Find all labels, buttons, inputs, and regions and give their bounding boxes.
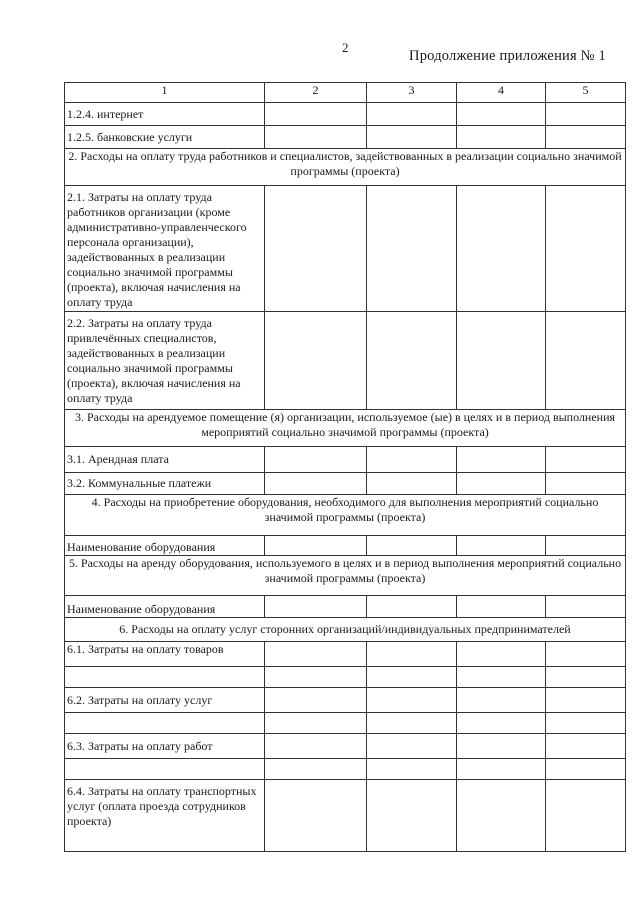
row-label-2-2: 2.2. Затраты на оплату труда привлечённых специалистов, задействованных в реализации социально значимой программы (проекта), включая начисления на оплату труда (65, 312, 265, 410)
section-row (65, 556, 626, 596)
section-row (65, 149, 626, 186)
table-row (65, 642, 626, 667)
row-label-equipment-2: Наименование оборудования (65, 596, 265, 618)
table-row (65, 734, 626, 759)
section-heading-2: 2. Расходы на оплату труда работников и специалистов, задействованных в реализации социально значимой программы (проекта) (65, 149, 626, 186)
row-label-3-2: 3.2. Коммунальные платежи (65, 473, 265, 495)
header-col-3: 3 (367, 83, 457, 103)
row-label-2-1: 2.1. Затраты на оплату труда работников организации (кроме административно-управленческого персонала организации), задействованных в реализации социально значимой программы (проекта), включая начисления на оплату труда (65, 186, 265, 312)
section-heading-4: 4. Расходы на приобретение оборудования, необходимого для выполнения мероприятий социально значимой программы (проекта) (65, 495, 626, 536)
row-label-equipment-1: Наименование оборудования (65, 536, 265, 556)
header-col-1: 1 (65, 83, 265, 103)
budget-table (64, 82, 626, 852)
page-number: 2 (342, 40, 349, 55)
row-label-internet: 1.2.4. интернет (65, 103, 265, 126)
table-row (65, 126, 626, 149)
table-row (65, 759, 626, 780)
header-col-2: 2 (265, 83, 367, 103)
table-row (65, 596, 626, 618)
row-label-6-1: 6.1. Затраты на оплату товаров (65, 642, 265, 667)
row-label-3-1: 3.1. Арендная плата (65, 447, 265, 473)
row-label-6-4: 6.4. Затраты на оплату транспортных услуг (оплата проезда сотрудников проекта) (65, 780, 265, 852)
section-row (65, 410, 626, 447)
header-col-5: 5 (546, 83, 626, 103)
header-col-4: 4 (457, 83, 546, 103)
table-row (65, 713, 626, 734)
table-row (65, 667, 626, 688)
row-label-6-2: 6.2. Затраты на оплату услуг (65, 688, 265, 713)
row-label-6-3: 6.3. Затраты на оплату работ (65, 734, 265, 759)
header-row (65, 83, 626, 103)
section-row (65, 495, 626, 536)
table-row (65, 688, 626, 713)
table-row (65, 312, 626, 410)
row-label-bank-services: 1.2.5. банковские услуги (65, 126, 265, 149)
section-heading-6: 6. Расходы на оплату услуг сторонних организаций/индивидуальных предпринимателей (65, 618, 626, 642)
section-heading-3: 3. Расходы на арендуемое помещение (я) организации, используемое (ые) в целях и в период выполнения мероприятий социально значимой программы (проекта) (65, 410, 626, 447)
continuation-title: Продолжение приложения № 1 (409, 48, 606, 64)
table-row (65, 103, 626, 126)
table-row (65, 186, 626, 312)
section-row (65, 618, 626, 642)
table-row (65, 473, 626, 495)
table-row (65, 536, 626, 556)
table-row (65, 780, 626, 852)
table-row (65, 447, 626, 473)
section-heading-5: 5. Расходы на аренду оборудования, используемого в целях и в период выполнения мероприятий социально значимой программы (проекта) (65, 556, 626, 596)
